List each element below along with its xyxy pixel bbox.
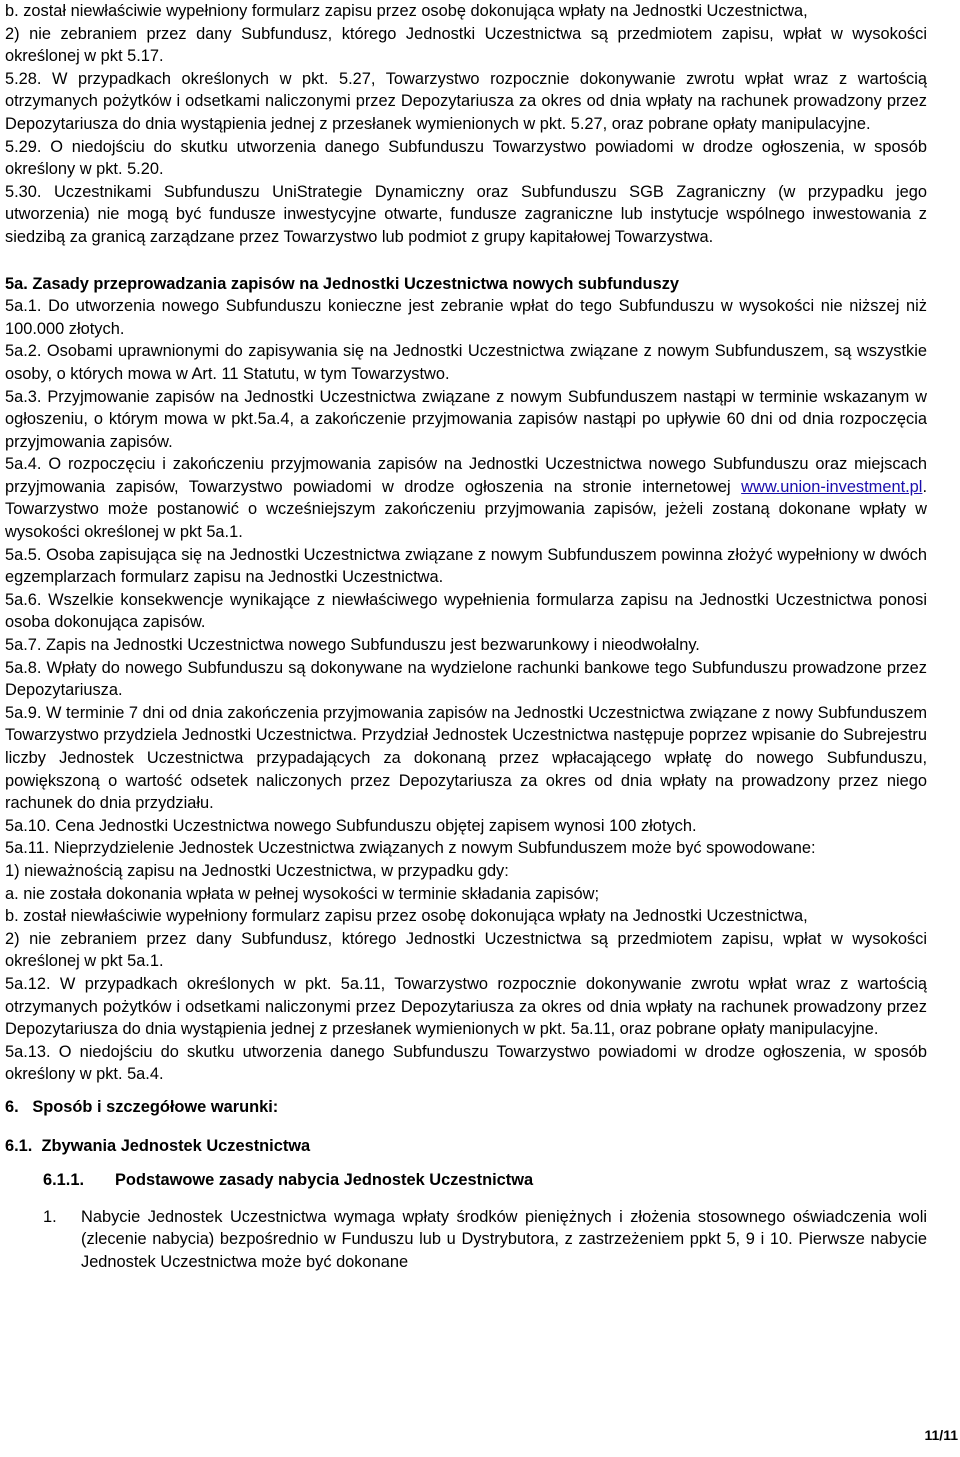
paragraph-5-28: 5.28. W przypadkach określonych w pkt. 5.27, Towarzystwo rozpocznie dokonywanie zwrotu wpłat wraz z wartością otrzymanych pożytków i odsetkami naliczonymi przez Depozytariusza za okres od dnia wpłaty na rachunek prowadzony przez Depozytariusza do dnia wystąpienia jednej z przesłanek wymienionych w pkt. 5.27, oraz pobrane opłaty manipulacyjne. — [5, 69, 927, 133]
paragraph-5-29: 5.29. O niedojściu do skutku utworzenia danego Subfunduszu Towarzystwo powiadomi w drodze ogłoszenia, w sposób określony w pkt. 5.20. — [5, 137, 927, 179]
paragraph-5a-1: 5a.1. Do utworzenia nowego Subfunduszu konieczne jest zebranie wpłat do tego Subfunduszu w wysokości nie niższej niż 100.000 złotych. — [5, 297, 927, 338]
list-item-1-number: 1. — [43, 1207, 57, 1226]
section-6-1-1-title: Podstawowe zasady nabycia Jednostek Uczestnictwa — [115, 1171, 534, 1190]
section-6-1-heading — [5, 1135, 927, 1158]
list-item-1-text: Nabycie Jednostek Uczestnictwa wymaga wpłaty środków pieniężnych i złożenia stosownego oświadczenia woli (zlecenie nabycia) bezpośrednio w Funduszu lub u Dystrybutora, z zastrzeżeniem ppkt 5, 9 i 10. Pierwsze nabycie Jednostek Uczestnictwa może być dokonane — [81, 1207, 927, 1271]
section-6-number: 6. — [5, 1097, 19, 1116]
section-5a-title: 5a. Zasady przeprowadzania zapisów na Jednostki Uczestnictwa nowych subfunduszy — [5, 274, 680, 293]
paragraph-5a-6: 5a.6. Wszelkie konsekwencje wynikające z niewłaściwego wypełnienia formularza zapisu na Jednostki Uczestnictwa ponosi osoba dokonująca zapisów. — [5, 590, 927, 632]
paragraph-5a-3: 5a.3. Przyjmowanie zapisów na Jednostki Uczestnictwa związane z nowym Subfunduszem nastąpi w terminie wskazanym w ogłoszeniu, o którym mowa w pkt.5a.4, a zakończenie przyjmowania zapisów nastąpi po upływie 60 dni od dnia rozpoczęcia przyjmowania zapisów. — [5, 387, 927, 451]
paragraph-5a-5: 5a.5. Osoba zapisująca się na Jednostki Uczestnictwa związane z nowym Subfunduszem powinna złożyć wypełniony w dwóch egzemplarzach formularz zapisu na Jednostki Uczestnictwa. — [5, 545, 927, 587]
paragraph-5a-13: 5a.13. O niedojściu do skutku utworzenia danego Subfunduszu Towarzystwo powiadomi w drodze ogłoszenia, w sposób określony w pkt. 5a.4. — [5, 1042, 927, 1084]
paragraph-5a-11-1: 1) nieważnością zapisu na Jednostki Uczestnictwa, w przypadku gdy: — [5, 861, 509, 880]
paragraph-5a-7: 5a.7. Zapis na Jednostki Uczestnictwa nowego Subfunduszu jest bezwarunkowy i nieodwołalny. — [5, 636, 700, 655]
paragraph-5a-10: 5a.10. Cena Jednostki Uczestnictwa nowego Subfunduszu objętej zapisem wynosi 100 złotych. — [5, 816, 697, 835]
spacer — [5, 249, 927, 273]
paragraph-5a-8: 5a.8. Wpłaty do nowego Subfunduszu są dokonywane na wydzielone rachunki bankowe tego Subfunduszu prowadzone przez Depozytariusza. — [5, 658, 927, 700]
section-6-1-title: Zbywania Jednostek Uczestnictwa — [41, 1136, 311, 1155]
document-page — [5, 0, 927, 1273]
paragraph-5a-9: 5a.9. W terminie 7 dni od dnia zakończenia przyjmowania zapisów na Jednostki Uczestnictwa związane z nowy Subfunduszem Towarzystwo przydziela Jednostki Uczestnictwa. Przydział Jednostek Uczestnictwa następuje poprzez wpisanie do Subrejestru liczby Jednostek Uczestnictwa przypadających za dokonaną przez wpłacającego wpłatę do nowego Subfunduszu, powiększoną o wartość odsetek naliczonych przez Depozytariusza za okres od dnia wpłaty na prowadzony przez niego rachunek do dnia przydziału. — [5, 703, 927, 813]
paragraph-5a-11: 5a.11. Nieprzydzielenie Jednostek Uczestnictwa związanych z nowym Subfunduszem może być spowodowane: — [5, 839, 816, 858]
page-number: 11/11 — [924, 1427, 958, 1443]
paragraph-2-top: 2) nie zebraniem przez dany Subfundusz, którego Jednostki Uczestnictwa są przedmiotem zapisu, wpłat w wysokości określonej w pkt 5.17. — [5, 24, 927, 66]
paragraph-5a-12: 5a.12. W przypadkach określonych w pkt. 5a.11, Towarzystwo rozpocznie dokonywanie zwrotu wpłat wraz z wartością otrzymanych pożytków i odsetkami naliczonymi przez Depozytariusza za okres od dnia wpłaty na rachunek prowadzony przez Depozytariusza do dnia wystąpienia jednej z przesłanek wymienionych w pkt. 5a.11, oraz pobrane opłaty manipulacyjne. — [5, 974, 927, 1039]
paragraph-5a-11-b: b. został niewłaściwie wypełniony formularz zapisu przez osobę dokonująca wpłaty na Jednostki Uczestnictwa, — [5, 907, 808, 926]
section-6-1-1-number: 6.1.1. — [43, 1171, 85, 1190]
paragraph-5a-4-end: . Towarzystwo może postanowić o wcześniejszym zakończeniu przyjmowania zapisów, jeżeli zostaną dokonane wpłaty w wysokości określonej w pkt 5a.1. — [5, 477, 927, 542]
paragraph-5a-11-2: 2) nie zebraniem przez dany Subfundusz, którego Jednostki Uczestnictwa są przedmiotem zapisu, wpłat w wysokości określonej w pkt 5a.1. — [5, 929, 927, 971]
paragraph-5a-4 — [5, 453, 927, 543]
section-6-title: Sposób i szczegółowe warunki: — [32, 1097, 279, 1116]
paragraph-5-30: 5.30. Uczestnikami Subfunduszu UniStrategie Dynamiczny oraz Subfunduszu SGB Zagraniczny (w przypadku jego utworzenia) nie mogą być fundusze inwestycyjne otwarte, fundusze zagraniczne lub instytucje wspólnego inwestowania z siedzibą za granicą zarządzane przez Towarzystwo lub podmiot z grupy kapitałowej Towarzystwa. — [5, 182, 927, 246]
paragraph-5a-2: 5a.2. Osobami uprawnionymi do zapisywania się na Jednostki Uczestnictwa związane z nowym Subfunduszem, są wszystkie osoby, o których mowa w Art. 11 Statutu, w tym Towarzystwo. — [5, 342, 927, 383]
paragraph-5a-4-start: 5a.4. O rozpoczęciu i zakończeniu przyjmowania zapisów na Jednostki Uczestnictwa nowego Subfunduszu oraz miejscach przyjmowania zapisów, Towarzystwo powiadomi w drodze ogłoszenia na stronie internetowej — [5, 455, 927, 496]
paragraph-5a-11-a: a. nie została dokonania wpłata w pełnej wysokości w terminie składania zapisów; — [5, 884, 600, 903]
paragraph-b-top: b. został niewłaściwie wypełniony formularz zapisu przez osobę dokonująca wpłaty na Jednostki Uczestnictwa, — [5, 2, 808, 20]
list-item-1 — [43, 1206, 927, 1274]
section-6-1-1-heading — [43, 1169, 927, 1192]
website-link[interactable]: www.union-investment.pl — [741, 477, 923, 496]
section-6-heading — [5, 1096, 927, 1119]
section-6-1-number: 6.1. — [5, 1136, 33, 1155]
